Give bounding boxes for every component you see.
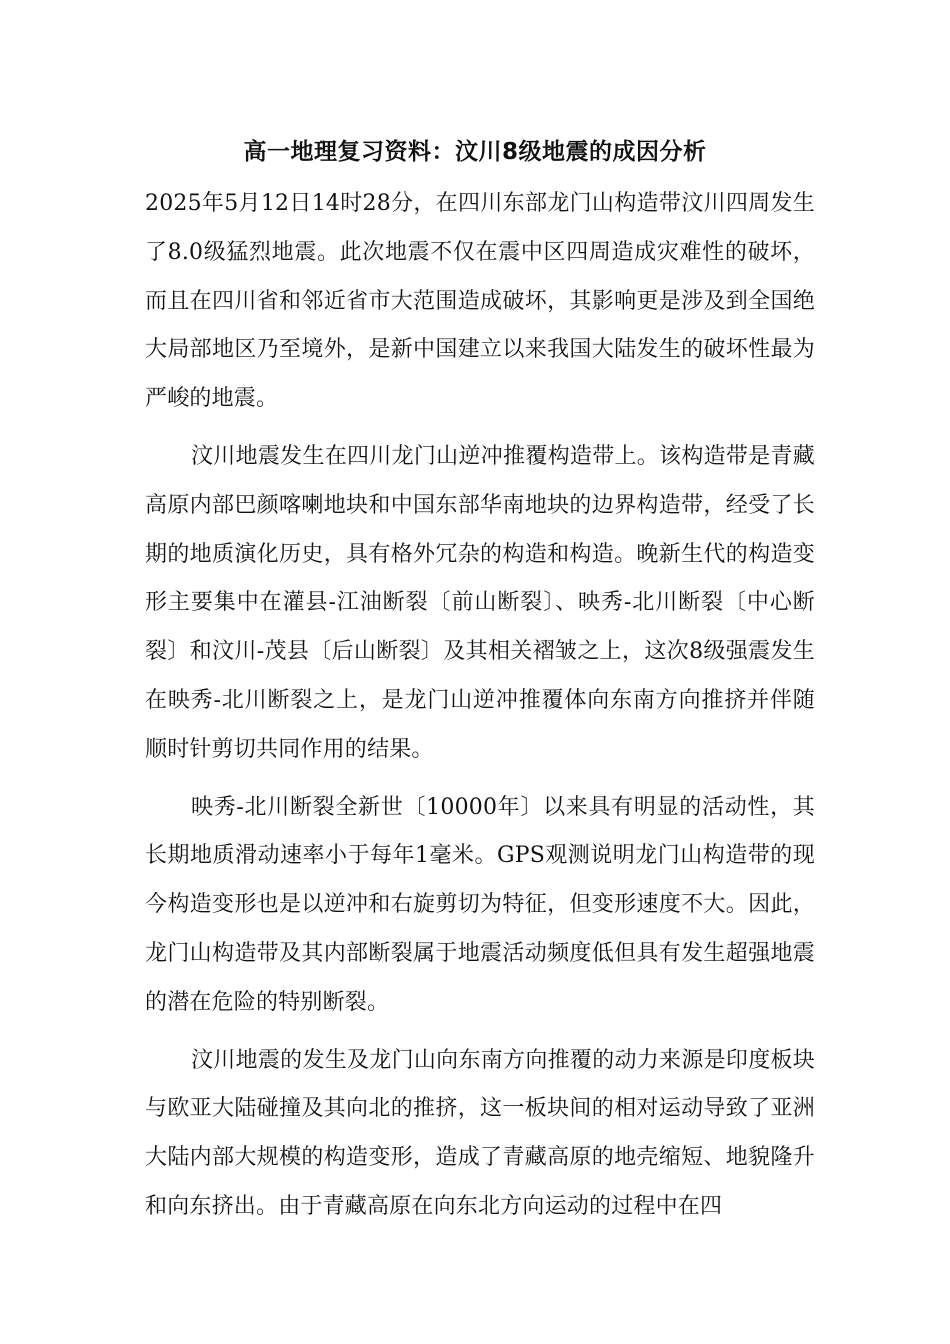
paragraph-3: 映秀-北川断裂全新世〔10000年〕以来具有明显的活动性，其长期地质滑动速率小于每年1毫米。GPS观测说明龙门山构造带的现今构造变形也是以逆冲和右旋剪切为特征，但变形速度不大。因此，龙门山构造带及其内部断裂属于地震活动频度低但具有发生超强地震的潜在危险的特别断裂。 — [145, 794, 815, 1015]
paragraph-2: 汶川地震发生在四川龙门山逆冲推覆构造带上。该构造带是青藏高原内部巴颜喀喇地块和中国东部华南地块的边界构造带，经受了长期的地质演化历史，具有格外冗杂的构造和构造。晚新生代的构造变形主要集中在灌县-江油断裂〔前山断裂〕、映秀-北川断裂〔中心断裂〕和汶川-茂县〔后山断裂〕及其相关褶皱之上，这次8级强震发生在映秀-北川断裂之上，是龙门山逆冲推覆体向东南方向推挤并伴随顺时针剪切共同作用的结果。 — [145, 443, 815, 762]
paragraph-4: 汶川地震的发生及龙门山向东南方向推覆的动力来源是印度板块与欧亚大陆碰撞及其向北的推挤，这一板块间的相对运动导致了亚洲大陆内部大规模的构造变形，造成了青藏高原的地壳缩短、地貌隆升和向东挤出。由于青藏高原在向东北方向运动的过程中在四 — [145, 1047, 815, 1219]
paragraph-1: 2025年5月12日14时28分，在四川东部龙门山构造带汶川四周发生了8.0级猛烈地震。此次地震不仅在震中区四周造成灾难性的破坏，而且在四川省和邻近省市大范围造成破坏，其影响更是涉及到全国绝大局部地区乃至境外，是新中国建立以来我国大陆发生的破坏性最为严峻的地震。 — [145, 191, 815, 412]
document-body — [145, 180, 815, 1232]
document-title: 高一地理复习资料：汶川8级地震的成因分析 — [243, 139, 707, 165]
